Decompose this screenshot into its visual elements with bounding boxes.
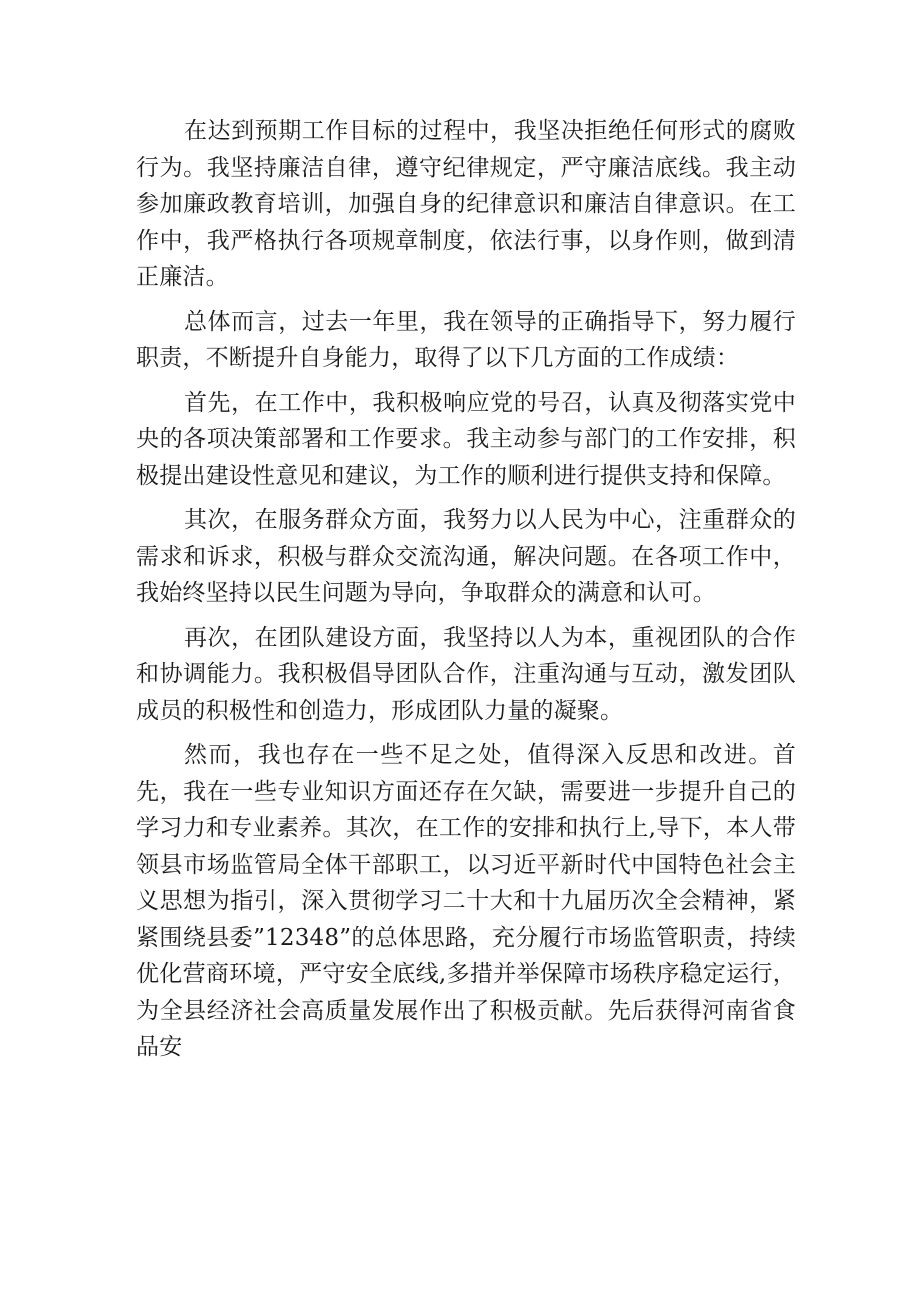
paragraph-shortcomings: 然而，我也存在一些不足之处，值得深入反思和改进。首先，我在一些专业知识方面还存在欠缺，需要进一步提升自己的学习力和专业素养。其次，在工作的安排和执行上,导下，本人带领县市场监管局全体干部职工，以习近平新时代中国特色社会主义思想为指引，深入贯彻学习二十大和十九届历次全会精神，紧紧围绕县委”12348”的总体思路，充分履行市场监管职责，持续优化营商环境，严守安全底线,多措并举保障市场秩序稳定运行，为全县经济社会高质量发展作出了积极贡献。先后获得河南省食品安 <box>136 742 796 1060</box>
paragraph-second-achievement: 其次，在服务群众方面，我努力以人民为中心，注重群众的需求和诉求，积极与群众交流沟通，解决问题。在各项工作中，我始终坚持以民生问题为导向，争取群众的满意和认可。 <box>136 507 796 606</box>
paragraph-third-achievement: 再次，在团队建设方面，我坚持以人为本，重视团队的合作和协调能力。我积极倡导团队合作，注重沟通与互动，激发团队成员的积极性和创造力，形成团队力量的凝聚。 <box>136 624 796 724</box>
document-body <box>136 113 796 1074</box>
paragraph-integrity: 在达到预期工作目标的过程中，我坚决拒绝任何形式的腐败行为。我坚持廉洁自律，遵守纪律规定，严守廉洁底线。我主动参加廉政教育培训，加强自身的纪律意识和廉洁自律意识。在工作中，我严格执行各项规章制度，依法行事，以身作则，做到清正廉洁。 <box>136 118 796 290</box>
paragraph-first-achievement: 首先，在工作中，我积极响应党的号召，认真及彻落实党中央的各项决策部署和工作要求。我主动参与部门的工作安排，积极提出建设性意见和建议，为工作的顺利进行提供支持和保障。 <box>136 389 796 489</box>
paragraph-overall-summary: 总体而言，过去一年里，我在领导的正确指导下，努力履行职责，不断提升自身能力，取得了以下几方面的工作成绩： <box>136 308 796 371</box>
